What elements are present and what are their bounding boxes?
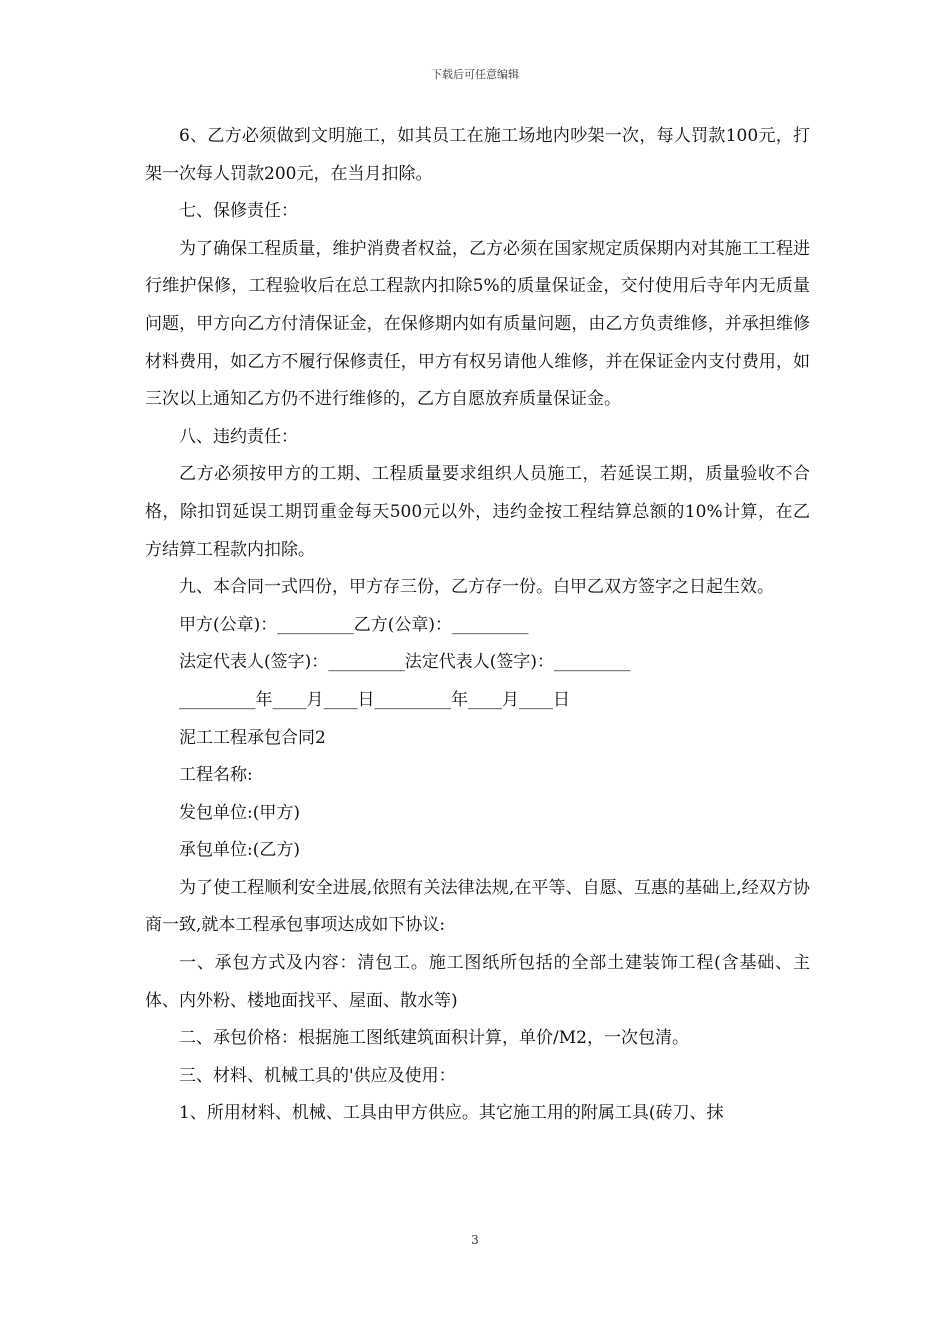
document-body <box>145 118 810 1133</box>
paragraph: 为了使工程顺利安全进展,依照有关法律法规,在平等、自愿、互惠的基础上,经双方协商一致,就本工程承包事项达成如下协议: <box>145 877 810 936</box>
paragraph: 乙方必须按甲方的工期、工程质量要求组织人员施工，若延误工期，质量验收不合格，除扣罚延误工期罚重金每天500元以外，违约金按工程结算总额的10%计算，在乙方结算工程款内扣除。 <box>145 464 810 560</box>
paragraph: 6、乙方必须做到文明施工，如其员工在施工场地内吵架一次，每人罚款100元，打架一次每人罚款200元，在当月扣除。 <box>145 126 810 184</box>
section-heading: 八、违约责任： <box>179 426 298 447</box>
signature-line: 法定代表人(签字)：_________法定代表人(签字)：_________ <box>179 652 631 673</box>
field-contractor: 承包单位:(乙方) <box>179 840 300 861</box>
page-number: 3 <box>471 1233 479 1247</box>
date-line: _________年____月____日_________年____月____日 <box>179 689 570 710</box>
contract-title: 泥工工程承包合同2 <box>179 727 326 748</box>
paragraph: 九、本合同一式四份，甲方存三份，乙方存一份。白甲乙双方签字之日起生效。 <box>179 577 774 598</box>
paragraph: 一、承包方式及内容：清包工。施工图纸所包括的全部土建装饰工程(含基础、主体、内外粉、楼地面找平、屋面、散水等) <box>145 953 810 1011</box>
section-heading: 七、保修责任： <box>179 201 298 222</box>
paragraph: 1、所用材料、机械、工具由甲方供应。其它施工用的附属工具(砖刀、抹 <box>179 1103 724 1124</box>
signature-line: 甲方(公章)：_________乙方(公章)：_________ <box>179 614 529 635</box>
paragraph: 为了确保工程质量，维护消费者权益，乙方必须在国家规定质保期内对其施工工程进行维护保修，工程验收后在总工程款内扣除5%的质量保证金，交付使用后寺年内无质量问题，甲方向乙方付清保证金，在保修期内如有质量问题，由乙方负责维修，并承担维修材料费用，如乙方不履行保修责任，甲方有权另请他人维修，并在保证金内支付费用，如三次以上通知乙方仍不进行维修的，乙方自愿放弃质量保证金。 <box>145 238 810 410</box>
paragraph: 二、承包价格：根据施工图纸建筑面积计算，单价/M2，一次包清。 <box>179 1028 689 1049</box>
field-employer: 发包单位:(甲方) <box>179 802 300 823</box>
field-project-name: 工程名称: <box>179 765 253 786</box>
section-heading: 三、材料、机械工具的'供应及使用： <box>179 1065 456 1086</box>
page-header: 下载后可任意编辑 <box>431 68 519 81</box>
